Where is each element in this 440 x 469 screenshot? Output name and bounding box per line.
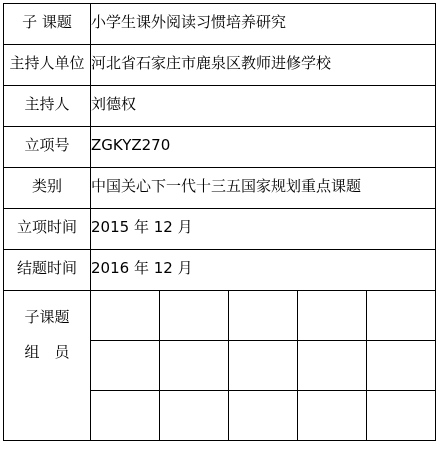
member-cell [160, 391, 229, 441]
member-cell [229, 341, 298, 391]
members-label [4, 291, 91, 441]
project-info-table [3, 3, 436, 441]
member-cell [91, 291, 160, 341]
members-label-line2: 组 员 [24, 343, 70, 361]
row-end-time [4, 250, 436, 291]
category-label: 类别 [4, 168, 91, 209]
member-cell [367, 291, 436, 341]
member-cell [367, 341, 436, 391]
start-time-value: 2015 年 12 月 [91, 209, 436, 250]
project-number-label: 立项号 [4, 127, 91, 168]
member-cell [229, 391, 298, 441]
host-unit-label: 主持人单位 [4, 45, 91, 86]
row-project-number [4, 127, 436, 168]
member-cell [91, 391, 160, 441]
member-cell [367, 391, 436, 441]
row-start-time [4, 209, 436, 250]
row-host-unit [4, 45, 436, 86]
host-value: 刘德权 [91, 86, 436, 127]
members-row-1 [4, 291, 436, 341]
member-cell [298, 341, 367, 391]
member-cell [298, 391, 367, 441]
project-number-value: ZGKYZ270 [91, 127, 436, 168]
member-cell [160, 341, 229, 391]
row-subtopic [4, 4, 436, 45]
member-cell [91, 341, 160, 391]
row-host [4, 86, 436, 127]
member-cell [229, 291, 298, 341]
end-time-label: 结题时间 [4, 250, 91, 291]
members-label-line1: 子课题 [24, 308, 70, 326]
row-category [4, 168, 436, 209]
category-value: 中国关心下一代十三五国家规划重点课题 [91, 168, 436, 209]
subtopic-label: 子 课题 [4, 4, 91, 45]
member-cell [160, 291, 229, 341]
member-cell [298, 291, 367, 341]
start-time-label: 立项时间 [4, 209, 91, 250]
subtopic-value: 小学生课外阅读习惯培养研究 [91, 4, 436, 45]
host-label: 主持人 [4, 86, 91, 127]
host-unit-value: 河北省石家庄市鹿泉区教师进修学校 [91, 45, 436, 86]
end-time-value: 2016 年 12 月 [91, 250, 436, 291]
